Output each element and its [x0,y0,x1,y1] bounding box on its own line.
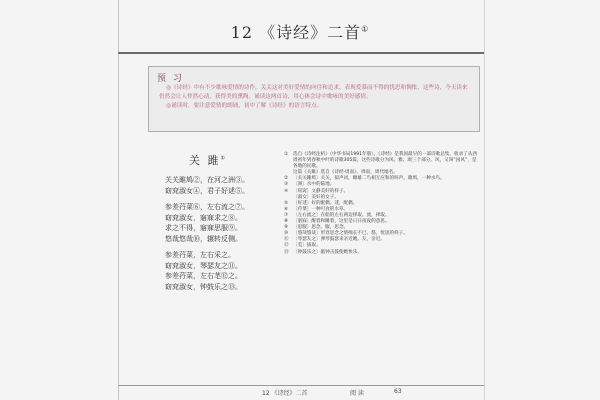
footnote-text: 〔淑女〕美好的女子。 [293,194,339,200]
poem-line: 关关雎鸠②，在河之洲③。 [165,176,249,184]
footnote-text: 〔悠哉悠哉〕形容思念之情绵长不已。悠，忧思的样子。 [293,231,408,237]
preview-text [159,84,471,111]
poem-stanza [165,175,275,196]
poem-title-mark: ① [220,155,227,162]
footnote-number: ⑫ [284,243,289,249]
footnote-number: ⑨ [284,225,289,231]
footnote-number: ⑪ [284,237,289,243]
footnote-text: 〔寤寐〕醒着和睡着，这里是日日夜夜的意思。 [293,219,390,225]
footnote-text: 〔洲〕水中的陆地。 [293,182,335,188]
poem-stanza [165,250,275,292]
chapter-title-mark: ① [361,24,370,34]
page-number: 63 [394,388,402,395]
footnote-number: ⑥ [284,206,289,212]
poem-line: 窈窕淑女，钟鼓乐之⑬。 [165,282,242,291]
poem-line: 参差荇菜，左右采之。 [165,251,235,259]
chapter-name: 《诗经》二首 [259,23,362,42]
footnote-text: 〔好逑〕好的配偶。逑，配偶。 [293,200,358,206]
title-rule [118,52,484,54]
poem-body [165,175,275,298]
footnote-number: ⑩ [284,231,289,237]
footnote-number: ② [284,176,289,182]
preview-box [148,66,480,132]
poem-line: 求之不得，寤寐思服⑨。 [165,224,242,232]
page-right-edge [484,0,485,400]
footnote-text: 〔琴瑟友之〕弹琴鼓瑟来亲近她。友，亲近。 [293,237,385,243]
footnote [284,152,480,170]
footnote-number: ① [284,152,289,157]
poem-line: 悠哉悠哉⑩，辗转反侧。 [165,234,242,243]
page-left-edge [118,0,119,400]
poem-line: 窈窕淑女④，君子好逑⑤。 [165,186,249,195]
footnotes [284,152,480,256]
footnote-text: 〔关关雎鸠〕关关，拟声词，雌雄二鸟相互应和的叫声。雎鸠，一种水鸟。 [293,176,445,182]
poem-line: 窈窕淑女，琴瑟友之⑪。 [165,261,242,270]
footnote-text: 〔窈窕〕文静美好的样子。 [293,188,349,194]
footnote-text: 〔左右流之〕在船的左右两边择取。流，择取。 [293,212,390,218]
footnote-number: ③ [284,182,289,188]
footnote-text: 〔钟鼓乐之〕敲钟击鼓使她快乐。 [293,249,362,255]
footnote-text: 〔思服〕思念。服，思念。 [293,225,349,231]
footnote [284,250,480,256]
chapter-title [150,20,450,46]
footer-rule [118,385,484,386]
footnote-text: 这篇《关雎》选自《诗经·周南》。周南，周代地名。 [293,170,398,176]
footnote-number: ⑧ [284,219,289,225]
preview-heading: 预 习 [157,74,184,84]
footnote-number: ⑬ [284,249,289,255]
poem-line: 参差荇菜⑥，左右流之⑦。 [165,203,249,211]
footnote-number: ④ [284,188,289,194]
footnote-text: 〔荇菜〕一种可食的水草。 [293,206,349,212]
footnote-number: ⑤ [284,200,289,206]
footnote-number: ⑦ [284,212,289,218]
preview-paragraph: ◎诵读时，要注意爱情的朗诵，初中了解《诗经》的语言特点。 [166,103,323,109]
footnote-text: 选自《诗经注析》（中华书局1991年版）。《诗经》是我国最早的一部诗歌总集，收录了从西周初年到春秋中叶的诗歌305篇，这些诗歌分为风、雅、颂三个部分。风，又叫“国风”，是各地的民歌。 [293,152,477,170]
preview-paragraph: ◎《诗经》中有不少歌咏爱情的诗作，关关这对美好爱情的向往和追求，表现爱慕而不得的忧思和惆怅，这些诗，今天读来仍然会让人怦然心动，获得美的熏陶。诵读这两首诗，用心体会诗中歌咏的美好感情。 [159,85,468,100]
footer-chapter: 12 《诗经》二首 [262,390,308,397]
footnote-text: 〔芼〕拔取。 [293,243,321,249]
poem-title [168,152,248,168]
chapter-number: 12 [230,23,254,42]
poem-stanza [165,202,275,244]
footer-section: 阅 读 [350,390,364,397]
poem-title-text: 关 雎 [189,154,221,167]
poem-line: 参差荇菜，左右芼⑫之。 [165,272,242,280]
poem-line: 窈窕淑女，寤寐求之⑧。 [165,213,242,222]
